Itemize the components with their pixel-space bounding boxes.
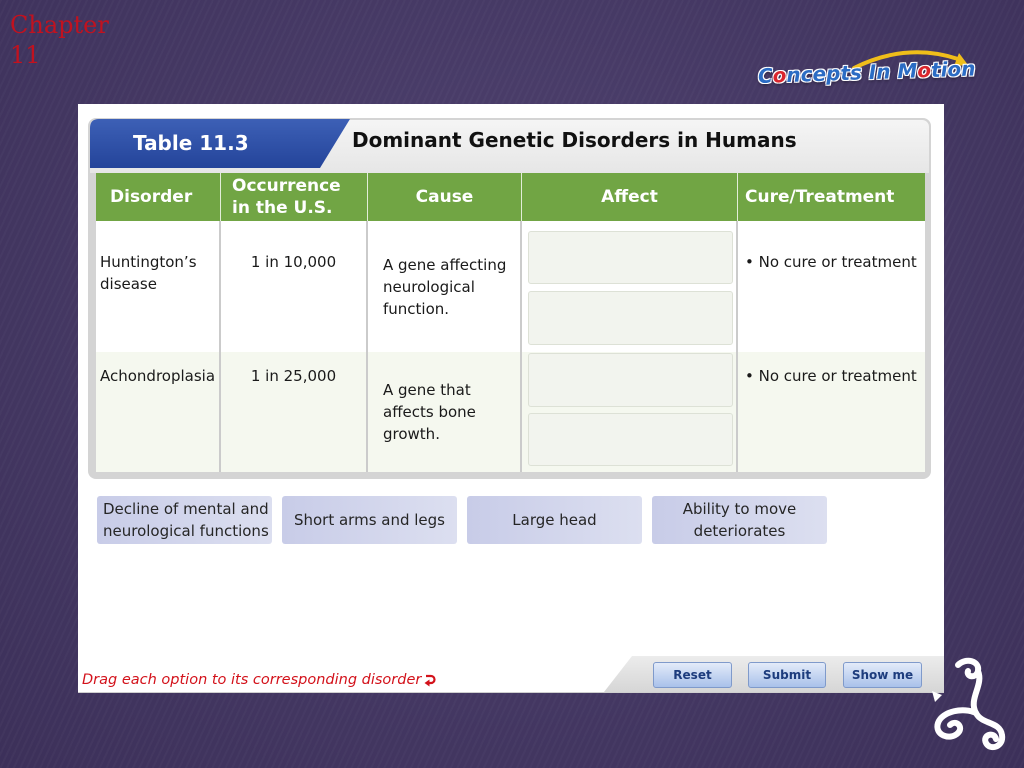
concepts-in-motion-logo[interactable]	[758, 56, 976, 88]
affect-drop-zone[interactable]	[528, 353, 733, 407]
affect-cell	[522, 221, 738, 352]
logo-o-ring: o	[772, 63, 787, 88]
affect-drop-zone[interactable]	[528, 291, 733, 345]
drag-option[interactable]: Ability to move deteriorates	[652, 496, 827, 544]
disorders-table	[96, 173, 925, 472]
column-header-affect: Affect	[522, 173, 738, 221]
logo-segment: ncepts In M	[786, 58, 918, 88]
occurrence-cell: 1 in 25,000	[221, 352, 368, 472]
activity-panel	[78, 104, 944, 692]
reset-button[interactable]: Reset	[653, 662, 732, 688]
affect-cell	[522, 352, 738, 472]
logo-segment: C	[757, 63, 774, 88]
show-me-button[interactable]: Show me	[843, 662, 922, 688]
disorder-cell: Huntington’s disease	[96, 221, 221, 352]
column-header-disorder: Disorder	[96, 173, 221, 221]
chapter-number: 11	[10, 41, 41, 69]
column-header-cause: Cause	[368, 173, 522, 221]
column-header-treatment: Cure/Treatment	[745, 187, 895, 207]
table-title: Dominant Genetic Disorders in Humans	[352, 128, 797, 152]
affect-drop-zone[interactable]	[528, 413, 733, 466]
table-number: Table 11.3	[133, 131, 249, 155]
treatment-cell: • No cure or treatment	[745, 367, 917, 385]
logo-segment: tion	[930, 56, 976, 82]
logo-o-ring: o	[916, 57, 932, 83]
affect-drop-zone[interactable]	[528, 231, 733, 284]
cause-cell: A gene affecting neurological function.	[368, 221, 522, 352]
submit-button[interactable]: Submit	[748, 662, 826, 688]
drag-options	[97, 496, 827, 544]
flourish-ornament-icon	[928, 655, 1012, 753]
table-row	[96, 221, 925, 352]
chapter-word: Chapter	[10, 11, 109, 39]
drag-option[interactable]: Large head	[467, 496, 642, 544]
drag-option[interactable]: Decline of mental and neurological functions	[97, 496, 272, 544]
occurrence-cell: 1 in 10,000	[221, 221, 368, 352]
cause-cell: A gene that affects bone growth.	[368, 352, 522, 472]
chapter-heading	[10, 10, 109, 70]
table-header-row	[96, 173, 925, 221]
treatment-cell: • No cure or treatment	[745, 253, 917, 271]
instruction-text: Drag each option to its corresponding disorder	[82, 672, 422, 688]
column-header-occurrence: Occurrence in the U.S.	[221, 173, 368, 221]
table-frame	[88, 118, 931, 479]
drag-option[interactable]: Short arms and legs	[282, 496, 457, 544]
disorder-cell: Achondroplasia	[96, 352, 221, 472]
table-row	[96, 352, 925, 472]
